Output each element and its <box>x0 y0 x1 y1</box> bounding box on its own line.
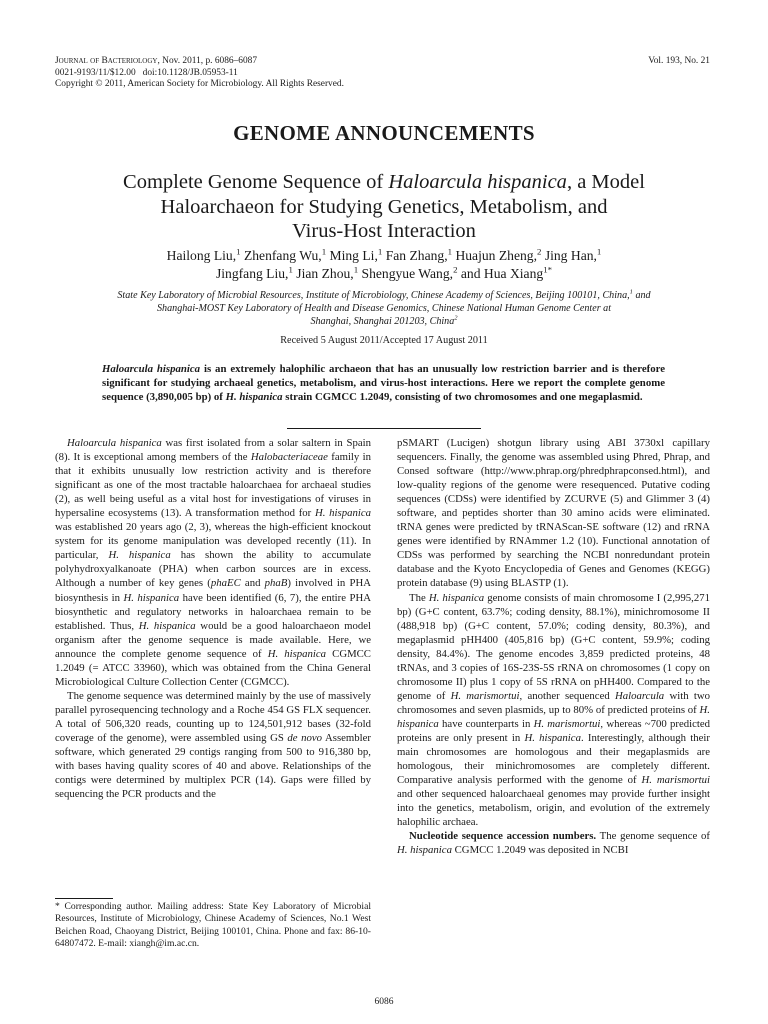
text-run: H. hispanica <box>138 619 196 632</box>
text-run: H. marismortui <box>533 717 601 730</box>
paragraph <box>397 829 710 857</box>
text-run: H. hispanica <box>267 647 327 660</box>
title-part: , a Model <box>566 171 645 193</box>
journal-doi: doi:10.1128/JB.05953-11 <box>142 67 238 78</box>
title-line: Haloarchaeon for Studying Genetics, Metabolism, and <box>160 195 608 218</box>
right-column <box>397 436 710 857</box>
volume-label: Vol. 193, No. 21 <box>648 56 710 66</box>
paragraph <box>55 436 371 689</box>
author-list <box>60 247 708 282</box>
footnote-divider <box>55 898 113 899</box>
title-organism: Haloarcula hispanica <box>388 171 567 193</box>
text-run: have been identified (6, 7), the entire PHA biosynthetic and regulatory networks in haloarchaea remain to be established. Thus, <box>55 591 371 632</box>
text-run: phaEC <box>210 577 241 590</box>
abstract-organism: H. hispanica <box>225 391 283 403</box>
text-run: The genome sequence was determined mainly by the use of massively parallel pyrosequencing technology and a Roche 454 GS FLX sequencer. A total of 506,320 reads, counting up to 124,501,912 bases (32-fold coverage of the genome), were assembled using GS <box>55 689 371 744</box>
text-run: H. hispanica <box>108 549 171 562</box>
text-run: Assembler software, which generated 29 contigs ranging from 500 to 916,380 bp, with bases having quality scores of 40 and above. Relationships of the contigs were determined by multiplex PCR (14). Gaps were filled by sequencing the PCR products and the <box>55 731 371 801</box>
affiliation-mark: 1 <box>629 288 633 296</box>
text-run: Haloarcula <box>615 689 665 702</box>
text-run: Halobacteriaceae <box>250 451 328 464</box>
journal-name: Journal of Bacteriology <box>55 56 158 66</box>
affiliation-2-cont: Shanghai, Shanghai 201203, China <box>310 316 455 327</box>
text-run: H. hispanica <box>123 591 180 604</box>
text-run: has shown the ability to accumulate polyhydroxyalkanoate (PHA) when carbon sources are in excess. Although a number of key genes ( <box>55 549 371 590</box>
author: Jingfang Liu,$^1$ <box>215 263 293 281</box>
journal-citation: , Nov. 2011, p. 6086–6087 <box>157 56 258 66</box>
affiliation-2: Shanghai-MOST Key Laboratory of Health and Disease Genomics, Chinese National Human Genome Center at <box>157 303 611 314</box>
article-title <box>40 170 728 244</box>
text-run: H. hispanica <box>314 507 371 520</box>
journal-header <box>55 56 475 91</box>
copyright-line: Copyright © 2011, American Society for Microbiology. All Rights Reserved. <box>55 79 344 89</box>
page-number: 6086 <box>374 997 394 1007</box>
text-run: H. hispanica <box>524 731 581 744</box>
journal-issn: 0021-9193/11/$12.00 <box>55 67 136 78</box>
affiliation-join: and <box>632 290 651 301</box>
text-run: family in that it exhibits unusually low restriction activity and is therefore significant as one of the most tractable haloarchaea for archaeal studies (2), as well being useful as a vital host for investigations of viruses in hypersaline ecosystems (13). A transformation method for <box>55 451 371 520</box>
text-run: was first isolated from a solar saltern in Spain (8). It is exceptional among members of the <box>55 437 371 464</box>
affiliation-mark: 2 <box>454 314 458 322</box>
text-run: ) involved in PHA biosynthesis in <box>55 577 371 604</box>
author: Jing Han,$^1$ <box>544 246 602 263</box>
paragraph <box>397 591 710 830</box>
text-run: , whereas ~700 predicted proteins are only present in <box>397 717 710 744</box>
section-heading: GENOME ANNOUNCEMENTS <box>233 121 535 145</box>
affiliation-1: State Key Laboratory of Microbial Resources, Institute of Microbiology, Chinese Academy of Sciences, Beijing 100101, China, <box>117 290 630 301</box>
text-run: phaB <box>264 577 288 590</box>
abstract <box>102 362 665 404</box>
title-line: Virus-Host Interaction <box>292 220 476 242</box>
text-run: , another sequenced <box>519 689 616 702</box>
abstract-organism: Haloarcula hispanica <box>102 363 201 375</box>
author: Shengyue Wang,$^2$ <box>361 263 458 281</box>
text-run: The <box>409 591 429 604</box>
text-run: pSMART (Lucigen) shotgun library using ABI 3730xl capillary sequencers. Finally, the genome was assembled using Phred, Phrap, and Consed software (http://www.phrap.org/phredphrapconsed.html), and low-quality regions of the genome were resequenced. Putative coding sequences (CDSs) were identified by ZCURVE (5) and Glimmer 3 (4) software, and peptides shorter than 30 amino acids were eliminated. tRNA genes were predicted by tRNAScan-SE software (12) and rRNA genes were identified by RNAmmer 1.2 (10). Functional annotation of CDSs was performed by searching the NCBI nonredundant protein database and the Kyoto Encyclopedia of Genes and Genomes (KEGG) protein database (9) using BLASTP (1). <box>397 437 710 590</box>
received-dates: Received 5 August 2011/Accepted 17 August 2011 <box>280 335 488 346</box>
left-column <box>55 436 371 801</box>
author: Zhenfang Wu,$^1$ <box>243 246 327 263</box>
text-run: CGMCC 1.2049 (= ATCC 33960), which was obtained from the China General Microbiological Culture Collection Center (CGMCC). <box>55 647 371 688</box>
title-part: Complete Genome Sequence of <box>123 171 389 193</box>
text-run: have counterparts in <box>438 717 534 730</box>
text-run: Haloarcula hispanica <box>67 437 162 449</box>
text-run: with two chromosomes and seven plasmids, up to 80% of predicted proteins of <box>397 689 710 716</box>
author: and Hua Xiang$^{1*}$ <box>460 263 553 281</box>
abstract-divider <box>287 428 481 429</box>
text-run: H. hispanica <box>397 703 710 730</box>
text-run: The genome sequence of <box>596 830 710 843</box>
text-run: and <box>240 577 265 590</box>
text-run: de novo <box>287 731 323 744</box>
text-run: H. hispanica <box>428 591 485 604</box>
abstract-text: strain CGMCC 1.2049, consisting of two chromosomes and one megaplasmid. <box>282 391 643 403</box>
text-run: H. marismortui <box>450 689 520 702</box>
text-run: genome consists of main chromosome I (2,995,271 bp) (G+C content, 63.7%; coding density, 88.1%), minichromosome II (488,918 bp) (G+C content, 57.0%; coding density, 80.3%), and megaplasmid pHH400 (405,816 bp) (G+C content, 59.9%; coding density, 84.4%). The genome encodes 3,859 predicted proteins, 48 tRNAs, and 3 copies of 16S-23S-5S rRNA on chromosomes (1 copy on chromosome II) plus 1 copy of 5S rRNA on pHH400. Compared to the genome of <box>397 591 710 702</box>
text-run: and other sequenced haloarchaeal genomes may provide further insight into the genetics, metabolism, origin, and evolution of the extremely halophilic archaea. <box>397 788 710 829</box>
author: Ming Li,$^1$ <box>329 246 383 263</box>
text-run: . Interestingly, although their main chromosomes are homologous and their megaplasmids are homologous, their minichromosomes are completely different. Comparative analysis performed with the genome of <box>397 731 710 787</box>
author: Jian Zhou,$^1$ <box>296 263 359 281</box>
author: Hailong Liu,$^1$ <box>166 246 241 263</box>
text-run: was established 20 years ago (2, 3), whereas the high-efficient knockout system for its genome manipulation was developed recently (11). In particular, <box>55 521 371 562</box>
paragraph <box>55 689 371 801</box>
author: Fan Zhang,$^1$ <box>385 246 453 263</box>
affiliations <box>40 289 728 328</box>
paragraph <box>397 436 710 591</box>
author: Huajun Zheng,$^2$ <box>455 246 542 263</box>
text-run: H. hispanica <box>397 844 452 857</box>
footnote: * Corresponding author. Mailing address: State Key Laboratory of Microbial Resources, Institute of Microbiology, Chinese Academy of Sciences, No.1 West Beichen Road, Chaoyang District, Beijing 100101, China. Phone and fax: 86-10-64807472. E-mail: xiangh@im.ac.cn. <box>55 901 371 949</box>
text-run: H. marismortui <box>641 774 710 787</box>
text-run: Nucleotide sequence accession numbers. <box>409 830 597 843</box>
text-run: CGMCC 1.2049 was deposited in NCBI <box>451 844 629 857</box>
text-run: would be a good haloarchaeon model organism after the genome sequence is made available. Here, we announce the complete genome sequence of <box>55 619 371 660</box>
abstract-text: is an extremely halophilic archaeon that has an unusually low restriction barrier and is therefore significant for studying archaeal genetics, metabolism, and virus-host interactions. Here we report the complete genome sequence (3,890,005 bp) of <box>102 363 665 403</box>
